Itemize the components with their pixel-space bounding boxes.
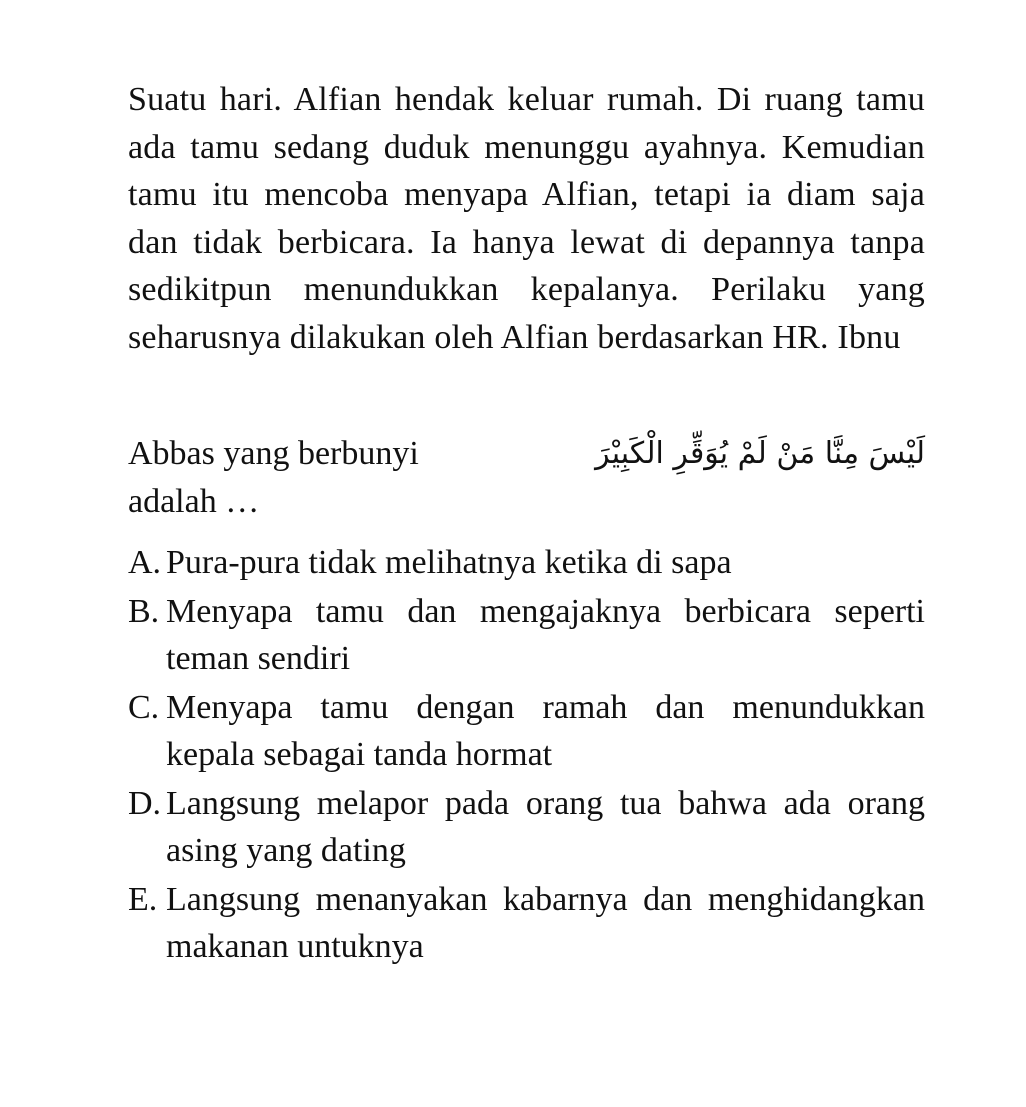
option-b[interactable] xyxy=(128,588,925,683)
option-e[interactable] xyxy=(128,876,925,971)
option-c[interactable] xyxy=(128,684,925,779)
option-text: Pura-pura tidak melihatnya ketika di sapa xyxy=(166,544,732,581)
answer-options xyxy=(128,539,925,971)
option-letter: C. xyxy=(128,688,160,726)
option-text: Langsung melapor pada orang tua bahwa ada orang asing yang dating xyxy=(166,784,925,869)
question-block xyxy=(128,76,925,972)
option-letter: A. xyxy=(128,544,162,581)
abbas-prefix: Abbas yang berbunyi xyxy=(128,435,419,472)
option-text: Langsung menanyakan kabarnya dan menghidangkan makanan untuknya xyxy=(166,880,925,965)
option-text: Menyapa tamu dan mengajaknya berbicara seperti teman sendiri xyxy=(166,592,925,677)
option-letter: E. xyxy=(128,880,158,918)
option-d[interactable] xyxy=(128,780,925,875)
option-text: Menyapa tamu dengan ramah dan menundukkan kepala sebagai tanda hormat xyxy=(166,688,925,773)
question-paragraph: Suatu hari. Alfian hendak keluar rumah. Di ruang tamu ada tamu sedang duduk menunggu ayahnya. Kemudian tamu itu mencoba menyapa Alfian, tetapi ia diam saja dan tidak berbicara. Ia hanya lewat di depannya tanpa sedikitpun menundukkan kepalanya. Perilaku yang seharusnya dilakukan oleh Alfian berdasarkan HR. Ibnu xyxy=(128,81,925,356)
arabic-hadith: لَيْسَ مِنَّا مَنْ لَمْ يُوَقِّرِ الْكَبِيْرَ xyxy=(595,436,925,471)
question-suffix: adalah … xyxy=(128,482,260,520)
option-a[interactable] xyxy=(128,539,925,587)
option-letter: B. xyxy=(128,592,160,630)
option-letter: D. xyxy=(128,784,162,822)
hadith-line xyxy=(128,430,925,478)
